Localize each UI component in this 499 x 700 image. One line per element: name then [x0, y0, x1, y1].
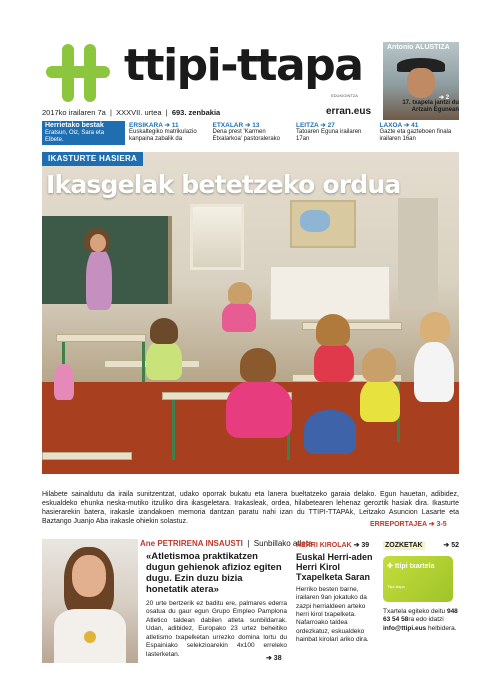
reportage-page-ref[interactable]: ERREPORTAJEA ➔ 3-5	[370, 521, 447, 528]
desk-leg-shape	[142, 342, 145, 382]
card-logo: ✚ ttipi txartela	[387, 563, 435, 570]
bag-shape	[54, 364, 74, 400]
email-link[interactable]: info@ttipi.eus	[383, 624, 427, 632]
teaser-laxoa[interactable]	[376, 121, 460, 145]
athlete-name: Ane PETRIRENA INSAUSTI	[140, 539, 243, 548]
teaser-page-ref: ➔ 41	[403, 122, 419, 129]
main-lede: Hilabete sainaldutu da iraila sunitzentzat, udako oporrak bukatu eta lanera bueltatzeko garaia delako. Egun hauetan, adibidez, eskualdeko ehunka neska-mutiko itzuliko dira ikasgeletara. Irakasleak, ordea, hilabetearen lehenaz geroztik hasiak dira. Ikasturte hasierarekin batera, irakasle izandakoen memoria dantzan paratu nahi izan du TTIPI-TTAPAk, Leitzako Asuncion Lasarte eta Baztango Juanjo Aba irakasle ohiekin solastuz.	[42, 491, 459, 526]
middle-text: Herriko besten barne, irailaren 9an jokatuko da zazpi herrialdeen arteko herri kirol txapelketa. Nafarroako taldea ordezkatuz, eskualdeko hainbat kirolari ariko dira.	[296, 585, 369, 644]
promo-page-ref: ➔ 2	[439, 95, 450, 101]
middle-page-ref[interactable]: ➔ 39	[353, 542, 370, 549]
ttipi-ttapa-logo-icon	[42, 44, 114, 102]
promo-name: Antonio ALUSTIZA	[387, 44, 450, 51]
main-headline[interactable]: Ikasgelak betetzeko ordua	[46, 170, 401, 199]
desk-shape	[42, 452, 132, 460]
hair-shape	[150, 318, 178, 344]
edukigintza-badge: EDUKIGINTZA	[331, 93, 358, 98]
backpack-shape	[304, 410, 356, 454]
teaser-herrietako-bestak[interactable]	[42, 121, 125, 145]
shelf-shape	[270, 266, 390, 320]
teaser-page-ref: ➔ 11	[164, 122, 179, 129]
child-figure	[222, 302, 256, 332]
right-page-ref[interactable]: ➔ 52	[443, 542, 459, 549]
ttipi-card-image[interactable]	[383, 556, 453, 602]
right-text	[383, 608, 459, 633]
teaser-bar	[42, 121, 459, 145]
volume: XXXVII. urtea	[116, 108, 162, 117]
hair-shape	[420, 312, 450, 342]
dateline: 2017ko irailaren 7a | XXXVII. urtea | 693. zenbakia	[42, 108, 221, 117]
child-figure	[360, 378, 400, 422]
classroom-photo[interactable]	[42, 152, 459, 474]
child-figure	[146, 340, 182, 380]
right-section-label: ZOZKETAK	[385, 542, 423, 549]
teaser-text: Eratsun, Oiz, Sara eta Elbete.	[45, 129, 105, 143]
desk-shape	[56, 334, 146, 342]
medal-icon	[84, 631, 96, 643]
teaser-section: LAXOA	[379, 122, 403, 129]
right-text-c: helbidera.	[426, 624, 457, 632]
face-shape	[72, 555, 106, 597]
section-tag: IKASTURTE HASIERA	[42, 152, 143, 166]
zozketak-block	[383, 541, 459, 633]
issue-number: 693. zenbakia	[171, 108, 221, 117]
middle-section	[296, 541, 374, 549]
brand-name: ttipi-ttapa	[124, 40, 363, 91]
wall-map-shape	[290, 200, 356, 248]
child-figure	[414, 342, 454, 402]
issue-date: 2017ko irailaren 7a	[42, 108, 106, 117]
teaser-page-ref: ➔ 13	[245, 122, 260, 129]
athlete-photo[interactable]	[42, 539, 138, 663]
teaser-section: ETXALAR	[212, 122, 244, 129]
head-shape	[90, 234, 106, 252]
teaser-text: Tatoaren Eguna irailaren 17an	[296, 129, 362, 143]
interview-header: Ane PETRIRENA INSAUSTI | Sunbillako atleta	[140, 539, 313, 548]
teaser-text: Dena prest 'Karmen Etxalarkoa' pastoralerako	[212, 129, 281, 143]
site-link[interactable]: erran.eus	[326, 106, 372, 117]
hair-shape	[362, 348, 396, 382]
teaser-page-ref: ➔ 27	[320, 122, 335, 129]
teaser-text: Gazte eta gazteboen finala irailaren 16an	[379, 129, 452, 143]
right-text-a: Txartela egiteko deitu	[383, 608, 447, 615]
teaser-etxalar[interactable]	[209, 121, 293, 145]
hair-shape	[316, 314, 350, 346]
teaser-section: Herrietako bestak	[45, 122, 104, 129]
door-shape	[398, 198, 438, 308]
teaser-text: Euskaltegiko matrikulazio kanpaina zabalik da	[129, 129, 197, 143]
herri-kirolak-block	[296, 541, 374, 645]
teaser-ersikara[interactable]	[125, 121, 209, 145]
athlete-role: Sunbillako atleta	[253, 539, 313, 548]
right-section	[383, 541, 459, 550]
phone-number[interactable]: 948 63 54 58	[383, 608, 458, 624]
hair-shape	[228, 282, 252, 304]
interview-block	[42, 539, 313, 667]
teaser-section: ERSIKARA	[129, 122, 163, 129]
interview-page-ref[interactable]: ➔ 38	[266, 655, 282, 662]
hair-shape	[240, 348, 276, 382]
interview-text: 20 urte bertzerik ez baditu ere, palmares ederra osatua du gaur egun Grupo Empleo Pamplona Atletico taldean dabilen atleta sunbildarrak. Udan, adibidez, Europako 23 urtez beheitiko atletismo txapelketan urrezko domina lortu du Espainiako selekzioarekin 4x100 erreleko lasterketan.	[146, 600, 287, 658]
card-subtext: Ttipi-ttapa	[387, 584, 405, 589]
middle-title[interactable]: Euskal Herri-aden Herri Kirol Txapelketa Saran	[296, 552, 373, 582]
right-text-b: ra edo idatzi	[408, 616, 444, 624]
promo-caption: 17. txapela jantzi du Artzain Egunean	[402, 100, 459, 113]
teaser-section: LEITZA	[296, 122, 319, 129]
child-figure	[226, 380, 292, 438]
teaser-leitza[interactable]	[292, 121, 376, 145]
face-shape	[407, 68, 435, 98]
interview-quote[interactable]: «Atletismoa praktikatzen dugun gehienok afizioz egiten dugu. Ezin duzu bizia honetatik atera»	[146, 551, 282, 595]
window-shape	[190, 204, 244, 270]
desk-leg-shape	[172, 400, 175, 460]
teacher-figure	[86, 248, 112, 310]
child-figure	[314, 342, 354, 382]
middle-section-label: HERRI KIROLAK	[296, 542, 352, 549]
